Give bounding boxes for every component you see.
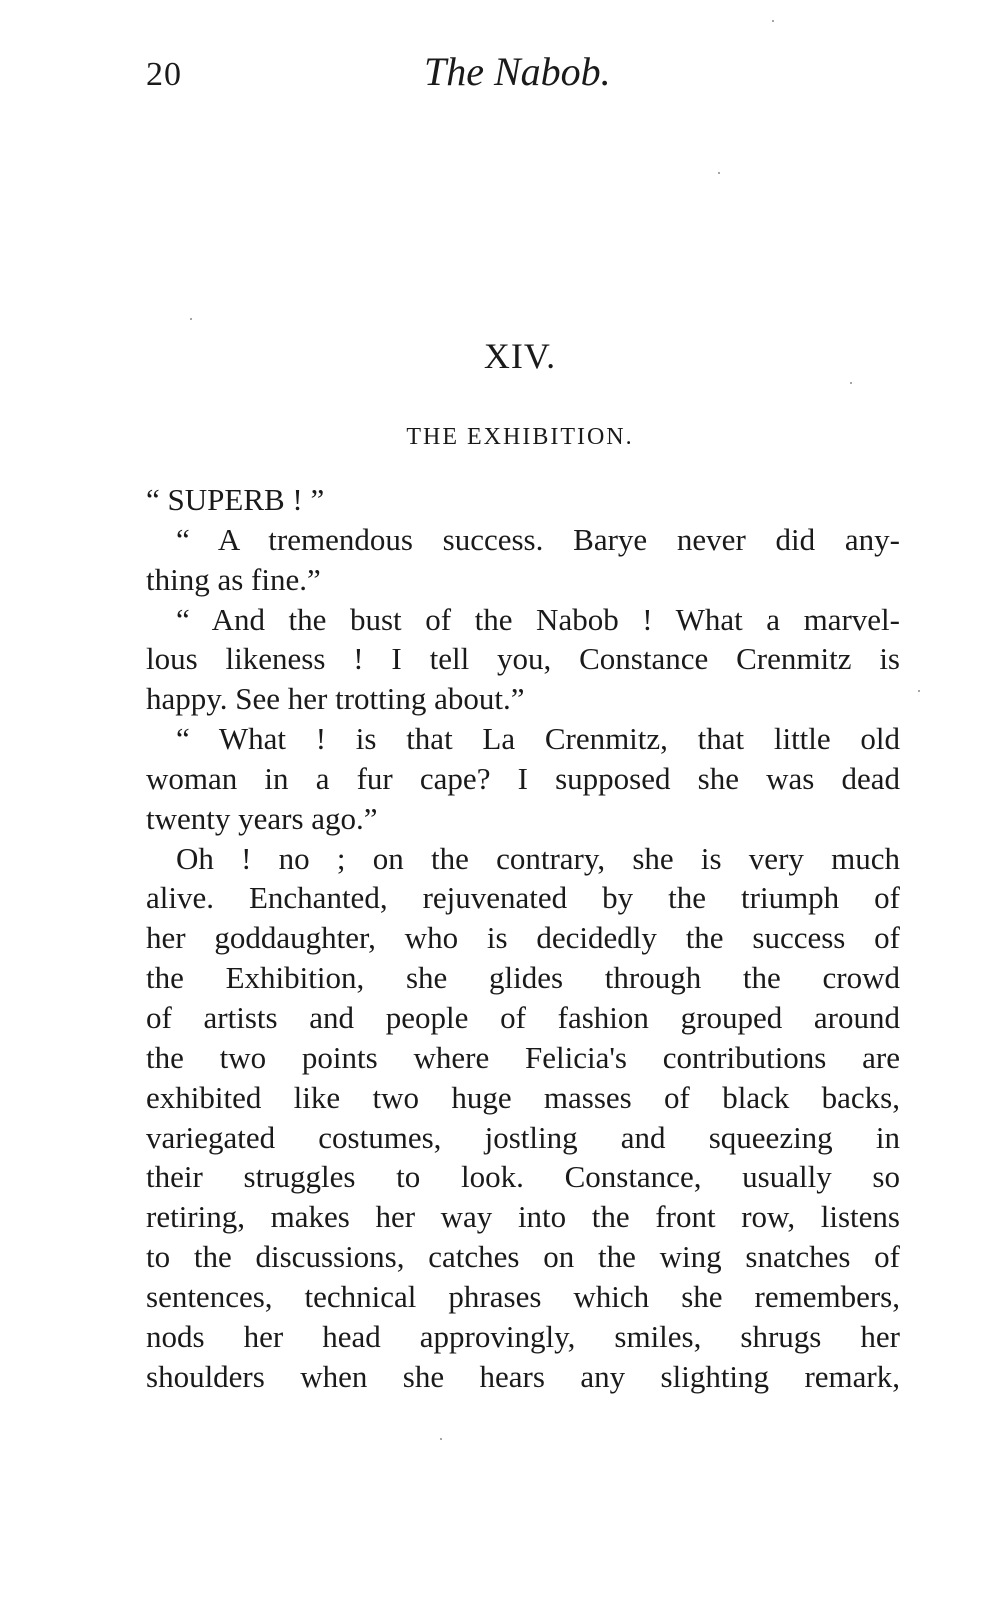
text-line: “ SUPERB ! ” [146, 482, 325, 517]
running-title: The Nabob. [424, 49, 611, 94]
text-line: nods her head approvingly, smiles, shrugs her [146, 1318, 900, 1354]
text-line: woman in a fur cape? I supposed she was dead [146, 760, 900, 796]
paper-speck [718, 172, 720, 174]
page-number: 20 [146, 56, 182, 93]
paper-speck [772, 20, 774, 22]
paper-speck [190, 318, 192, 320]
chapter-number: XIV. [483, 336, 557, 376]
text-line: “ A tremendous success. Barye never did any- [176, 521, 900, 557]
text-line: thing as fine.” [146, 561, 321, 597]
text-line: to the discussions, catches on the wing snatches of [146, 1239, 900, 1275]
text-line: “ What ! is that La Crenmitz, that little old [176, 721, 900, 757]
text-line: her goddaughter, who is decidedly the success of [146, 920, 900, 956]
text-line: happy. See her trotting about.” [146, 681, 525, 717]
chapter-title: THE EXHIBITION. [406, 424, 634, 450]
paper-speck [850, 382, 852, 384]
text-line: exhibited like two huge masses of black backs, [146, 1079, 900, 1115]
text-line: lous likeness ! I tell you, Constance Crenmitz is [146, 641, 900, 677]
text-line: twenty years ago.” [146, 800, 378, 836]
paper-speck [918, 690, 920, 692]
text-line: Oh ! no ; on the contrary, she is very much [176, 840, 900, 876]
text-line: retiring, makes her way into the front row, listens [146, 1199, 900, 1235]
page-header [146, 48, 706, 108]
text-line: the two points where Felicia's contributions are [146, 1039, 900, 1075]
text-line: alive. Enchanted, rejuvenated by the triumph of [146, 880, 900, 916]
text-line: shoulders when she hears any slighting remark, [146, 1358, 900, 1394]
text-line: variegated costumes, jostling and squeezing in [146, 1119, 900, 1155]
body-text [146, 480, 900, 1396]
text-line: their struggles to look. Constance, usually so [146, 1159, 900, 1195]
text-line: of artists and people of fashion grouped around [146, 999, 900, 1035]
text-line: the Exhibition, she glides through the crowd [146, 960, 900, 996]
paper-speck [440, 1438, 442, 1440]
text-line: sentences, technical phrases which she remembers, [146, 1278, 900, 1314]
text-line: “ And the bust of the Nabob ! What a marvel- [176, 601, 900, 637]
